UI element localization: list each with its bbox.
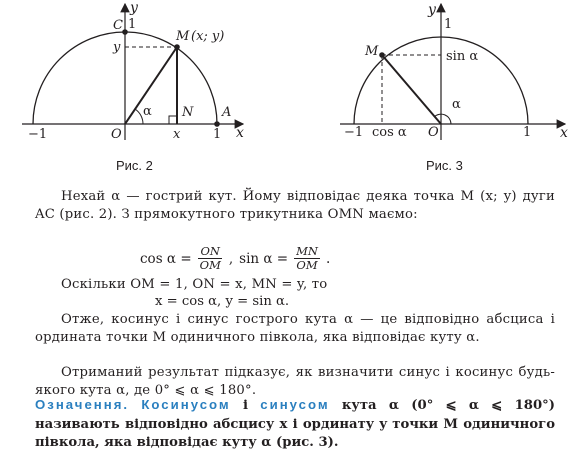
sin-fraction xyxy=(294,245,320,272)
label-O: O xyxy=(111,127,122,142)
figure-2 xyxy=(0,0,300,180)
label-alpha: α xyxy=(143,104,152,119)
label-alpha: α xyxy=(452,97,461,112)
figure-2-caption: Рис. 2 xyxy=(116,158,153,173)
angle-arc xyxy=(135,109,143,124)
label-A: A xyxy=(222,105,232,120)
label-x-tick: x xyxy=(173,127,181,142)
cos-denominator: OM xyxy=(199,258,221,272)
point-A xyxy=(214,121,220,127)
label-axis-y: y xyxy=(428,2,436,18)
label-axis-x: x xyxy=(560,125,568,141)
paragraph-3: Отже, косинус і синус гострого кута α — це відповідно абсциса і ордината точки M одиничного півкола, яка відповідає куту α. xyxy=(35,312,555,345)
result-line: x = cos α, y = sin α. xyxy=(155,294,290,309)
label-one-y: 1 xyxy=(444,17,453,32)
definition-and: і xyxy=(230,398,261,413)
label-axis-x: x xyxy=(236,125,244,141)
point-M xyxy=(174,44,180,50)
definition-body: кута α (0° ⩽ α ⩽ 180°) називають відповідно абсцису x і ординату y точки M одиничного півкола, яка відповідає куту α (рис. 3). xyxy=(35,398,555,450)
label-minus-one: −1 xyxy=(344,125,364,140)
point-C xyxy=(122,29,128,35)
sin-lhs: sin α = xyxy=(239,250,289,267)
label-one-x: 1 xyxy=(213,127,222,142)
paragraph-1: Нехай α — гострий кут. Йому відповідає деяка точка M (x; y) дуги AC (рис. 2). З прямокутного трикутника OMN маємо: xyxy=(35,189,555,222)
cos-fraction xyxy=(198,245,223,272)
label-M-coords: (x; y) xyxy=(191,29,225,44)
cos-numerator: ON xyxy=(200,244,220,258)
figure-3 xyxy=(330,0,573,175)
figure-3-caption: Рис. 3 xyxy=(426,158,463,173)
formula-end: . xyxy=(325,250,331,267)
paragraph-4: Отриманий результат підказує, як визначити синус і косинус будь-якого кута α, де 0° ⩽ α ⩽ 180°. xyxy=(35,365,555,398)
label-C: C xyxy=(113,18,123,33)
term-sine: синусом xyxy=(260,397,330,412)
label-N: N xyxy=(182,105,194,120)
term-cosine: Косинусом xyxy=(141,397,231,412)
radius-OM xyxy=(382,55,441,124)
ratio-formulas xyxy=(140,245,330,272)
label-O: O xyxy=(428,125,439,140)
formula-separator: , xyxy=(228,250,234,267)
sin-numerator: MN xyxy=(296,244,318,258)
paragraph-2: Оскільки OM = 1, ON = x, MN = y, то xyxy=(61,277,328,292)
label-M: M xyxy=(176,29,190,44)
label-minus-one: −1 xyxy=(28,127,48,142)
label-y-tick: y xyxy=(113,40,121,55)
label-cos: cos α xyxy=(372,125,407,140)
sin-denominator: OM xyxy=(296,258,318,272)
label-axis-y: y xyxy=(130,0,138,16)
label-one-x: 1 xyxy=(523,125,532,140)
definition xyxy=(35,396,555,453)
cos-lhs: cos α = xyxy=(140,250,192,267)
label-sin: sin α xyxy=(446,49,479,64)
definition-heading: Означення. xyxy=(35,397,130,412)
right-angle-mark xyxy=(169,116,177,124)
label-one-y: 1 xyxy=(128,17,137,32)
label-M: M xyxy=(365,44,379,59)
point-M xyxy=(379,52,385,58)
